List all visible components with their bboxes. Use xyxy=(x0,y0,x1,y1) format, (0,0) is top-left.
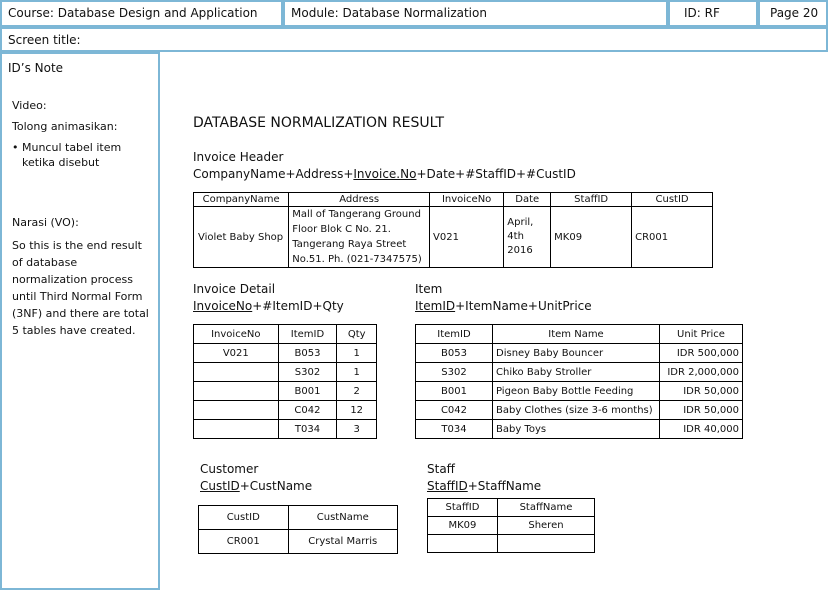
table-cell: T034 xyxy=(416,420,493,439)
table-row xyxy=(416,420,743,439)
table-cell: 1 xyxy=(337,344,377,363)
table-cell xyxy=(194,363,279,382)
table-cell: Violet Baby Shop xyxy=(194,207,289,268)
column-header: ItemID xyxy=(278,325,337,344)
table-row xyxy=(194,363,377,382)
table-cell-empty xyxy=(497,535,594,553)
column-header: Date xyxy=(504,193,551,207)
column-header: StaffID xyxy=(428,499,498,517)
table-row xyxy=(416,401,743,420)
table-row xyxy=(194,382,377,401)
table-cell: Crystal Marris xyxy=(288,530,397,554)
invoice-header-table xyxy=(193,192,713,268)
table-header-row xyxy=(416,325,743,344)
table-cell: IDR 500,000 xyxy=(660,344,743,363)
page-title: DATABASE NORMALIZATION RESULT xyxy=(193,115,445,131)
table-cell: IDR 2,000,000 xyxy=(660,363,743,382)
table-cell: Baby Clothes (size 3-6 months) xyxy=(493,401,660,420)
item-schema xyxy=(415,299,592,313)
schema-key: Invoice.No xyxy=(353,167,417,181)
column-header: ItemID xyxy=(416,325,493,344)
table-header-row xyxy=(428,499,595,517)
table-header-row xyxy=(199,506,398,530)
video-label: Video: xyxy=(12,99,47,112)
table-cell: C042 xyxy=(416,401,493,420)
table-row xyxy=(194,344,377,363)
invoice-detail-title: Invoice Detail xyxy=(193,282,276,296)
id-note-title: ID’s Note xyxy=(8,61,64,75)
schema-key: ItemID xyxy=(415,299,456,313)
schema-key: InvoiceNo xyxy=(193,299,253,313)
column-header: Qty xyxy=(337,325,377,344)
table-row xyxy=(194,207,713,268)
table-cell: MK09 xyxy=(551,207,632,268)
course-cell xyxy=(0,0,283,27)
table-cell: Chiko Baby Stroller xyxy=(493,363,660,382)
column-header: StaffName xyxy=(497,499,594,517)
table-cell: Disney Baby Bouncer xyxy=(493,344,660,363)
page-cell xyxy=(758,0,828,27)
schema-fields-post: +#ItemID+Qty xyxy=(252,299,344,313)
invoice-detail-table xyxy=(193,324,377,439)
table-row xyxy=(416,382,743,401)
table-cell: T034 xyxy=(278,420,337,439)
page-number: Page 20 xyxy=(770,6,819,20)
id-label: ID: RF xyxy=(684,6,720,20)
column-header: Unit Price xyxy=(660,325,743,344)
module-label: Module: Database Normalization xyxy=(291,6,487,20)
invoice-header-title: Invoice Header xyxy=(193,150,284,164)
id-note-panel xyxy=(0,52,160,590)
invoice-header-schema xyxy=(193,167,576,181)
item-title: Item xyxy=(415,282,443,296)
staff-title: Staff xyxy=(427,462,455,476)
column-header: CompanyName xyxy=(194,193,289,207)
schema-fields-post: +CustName xyxy=(239,479,313,493)
table-cell: B001 xyxy=(416,382,493,401)
table-row xyxy=(194,420,377,439)
schema-fields-post: +ItemName+UnitPrice xyxy=(455,299,592,313)
table-cell: 2 xyxy=(337,382,377,401)
table-cell: Pigeon Baby Bottle Feeding xyxy=(493,382,660,401)
schema-key: StaffID xyxy=(427,479,468,493)
column-header: StaffID xyxy=(551,193,632,207)
table-cell: S302 xyxy=(278,363,337,382)
column-header: CustID xyxy=(199,506,289,530)
table-cell: Mall of Tangerang Ground Floor Blok C No. 21. Tangerang Raya Street No.51. Ph. (021-7347575) xyxy=(289,207,430,268)
table-cell: B053 xyxy=(416,344,493,363)
item-table xyxy=(415,324,743,439)
table-cell: 12 xyxy=(337,401,377,420)
video-bullet-item xyxy=(12,140,142,170)
table-cell: IDR 40,000 xyxy=(660,420,743,439)
table-cell: IDR 50,000 xyxy=(660,401,743,420)
table-header-row xyxy=(194,193,713,207)
column-header: Address xyxy=(289,193,430,207)
table-row-empty xyxy=(428,535,595,553)
module-cell xyxy=(283,0,668,27)
id-cell xyxy=(668,0,758,27)
schema-fields-post: +StaffName xyxy=(467,479,542,493)
table-row xyxy=(416,363,743,382)
bullet-icon: • xyxy=(12,141,19,154)
column-header: CustID xyxy=(632,193,713,207)
table-row xyxy=(199,530,398,554)
course-label: Course: Database Design and Application xyxy=(8,6,258,20)
table-cell xyxy=(194,382,279,401)
table-cell: Baby Toys xyxy=(493,420,660,439)
narasi-label: Narasi (VO): xyxy=(12,216,79,229)
table-cell: 3 xyxy=(337,420,377,439)
table-cell: C042 xyxy=(278,401,337,420)
video-bullet-text: Muncul tabel item ketika disebut xyxy=(22,141,122,169)
schema-key: CustID xyxy=(200,479,240,493)
invoice-detail-schema xyxy=(193,299,344,313)
table-row xyxy=(428,517,595,535)
table-cell: B001 xyxy=(278,382,337,401)
customer-schema xyxy=(200,479,312,493)
schema-fields-pre: CompanyName+Address+ xyxy=(193,167,354,181)
table-cell: CR001 xyxy=(199,530,289,554)
table-cell: 1 xyxy=(337,363,377,382)
staff-schema xyxy=(427,479,541,493)
column-header: InvoiceNo xyxy=(430,193,504,207)
column-header: Item Name xyxy=(493,325,660,344)
screen-title-label: Screen title: xyxy=(8,33,81,47)
schema-fields-post: +Date+#StaffID+#CustID xyxy=(416,167,576,181)
table-cell: V021 xyxy=(430,207,504,268)
video-instruction: Tolong animasikan: xyxy=(12,120,118,133)
table-cell xyxy=(194,401,279,420)
table-cell: S302 xyxy=(416,363,493,382)
column-header: CustName xyxy=(288,506,397,530)
table-row xyxy=(194,401,377,420)
table-cell-empty xyxy=(428,535,498,553)
table-cell xyxy=(194,420,279,439)
narasi-text: So this is the end result of database normalization process until Third Normal Form (3NF) and there are total 5 tables have created. xyxy=(12,239,149,337)
table-cell: IDR 50,000 xyxy=(660,382,743,401)
table-cell: V021 xyxy=(194,344,279,363)
table-row xyxy=(416,344,743,363)
table-cell: Sheren xyxy=(497,517,594,535)
table-header-row xyxy=(194,325,377,344)
customer-table xyxy=(198,505,398,554)
table-cell: April, 4th 2016 xyxy=(504,207,551,268)
table-cell: B053 xyxy=(278,344,337,363)
table-cell: MK09 xyxy=(428,517,498,535)
table-cell: CR001 xyxy=(632,207,713,268)
screen-title-bar xyxy=(0,27,828,52)
column-header: InvoiceNo xyxy=(194,325,279,344)
customer-title: Customer xyxy=(200,462,259,476)
staff-table xyxy=(427,498,595,553)
